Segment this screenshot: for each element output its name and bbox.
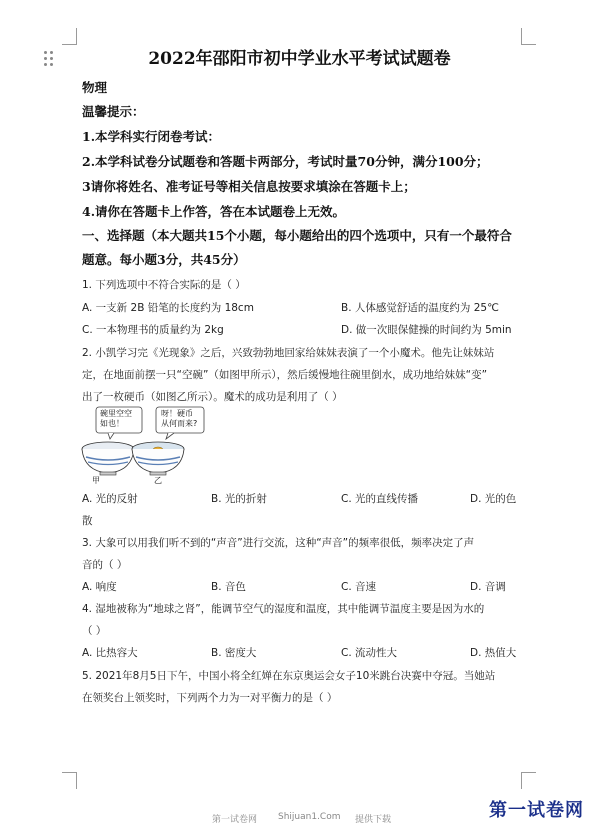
bubble-yi-line: 从何而来? [161, 419, 198, 428]
question-1-option-b: B. 人体感觉舒适的温度约为 25℃ [341, 302, 499, 314]
question-5-stem: 5. 2021年8月5日下午，中国小将全红婵在东京奥运会女子10米跳台决赛中夺冠。当她站 [82, 670, 496, 682]
question-2-option-a: A. 光的反射 [82, 493, 138, 505]
question-4-option-b: B. 密度大 [211, 647, 257, 659]
subject-label: 物理 [82, 80, 108, 95]
question-3-option-b: B. 音色 [211, 581, 246, 593]
question-4-option-a: A. 比热容大 [82, 647, 138, 659]
question-4-option-c: C. 流动性大 [341, 647, 398, 659]
question-5-stem-cont: 在领奖台上领奖时，下列两个力为一对平衡力的是（ ） [82, 692, 338, 704]
footer-site-url[interactable]: Shijuan1.Com [278, 812, 341, 822]
magic-bowls-figure [80, 405, 230, 485]
tip-item: 3请你将姓名、准考证号等相关信息按要求填涂在答题卡上； [82, 179, 416, 194]
page-title: 2022年邵阳市初中学业水平考试试题卷 [148, 49, 451, 69]
question-2-stem: 2. 小凯学习完《光现象》之后，兴致勃勃地回家给妹妹表演了一个小魔术。他先让妹妹站 [82, 347, 495, 359]
question-2-stem-cont: 定，在地面前摆一只“空碗”（如图甲所示），然后缓慢地往碗里倒水，成功地给妹妹“变” [82, 369, 488, 381]
section-heading-cont: 题意。每小题3分，共45分） [82, 252, 246, 267]
question-1-option-c: C. 一本物理书的质量约为 2kg [82, 324, 224, 336]
crop-mark-bottom-right [521, 772, 536, 789]
bubble-jia-line: 碗里空空 [100, 409, 132, 418]
figure-label-jia: 甲 [92, 476, 100, 485]
question-2-option-c: C. 光的直线传播 [341, 493, 419, 505]
section-heading: 一、选择题（本大题共15个小题，每小题给出的四个选项中，只有一个最符合 [82, 228, 512, 243]
question-1-stem: 1. 下列选项中不符合实际的是（ ） [82, 279, 246, 291]
bubble-yi-line: 呀！硬币 [161, 409, 193, 418]
bubble-jia-text [100, 409, 132, 429]
question-1-option-d: D. 做一次眼保健操的时间约为 5min [341, 324, 512, 336]
tip-item: 4.请你在答题卡上作答，答在本试题卷上无效。 [82, 204, 346, 219]
question-4-stem-cont: （ ） [82, 625, 107, 637]
question-4-stem: 4. 湿地被称为“地球之肾”，能调节空气的湿度和温度，其中能调节温度主要是因为水的 [82, 603, 485, 615]
question-3-option-c: C. 音速 [341, 581, 377, 593]
crop-mark-top-right [521, 28, 536, 45]
crop-mark-bottom-left [62, 772, 77, 789]
bubble-jia-line: 如也！ [100, 419, 124, 428]
footer-site-name: 第一试卷网 [212, 815, 258, 825]
question-4-option-d: D. 热值大 [470, 647, 517, 659]
question-2-stem-cont: 出了一枚硬币（如图乙所示）。魔术的成功是利用了（ ） [82, 391, 343, 403]
question-2-option-d: D. 光的色 [470, 493, 517, 505]
question-3-option-d: D. 音调 [470, 581, 506, 593]
question-3-option-a: A. 响度 [82, 581, 117, 593]
question-3-stem: 3. 大象可以用我们听不到的“声音”进行交流，这种“声音”的频率很低，频率决定了声 [82, 537, 475, 549]
bubble-yi-text [161, 409, 197, 429]
crop-mark-top-left [62, 28, 77, 45]
tip-item: 1.本学科实行闭卷考试： [82, 129, 221, 144]
question-2-option-d-cont: 散 [82, 515, 93, 527]
brand-logo: 第一试卷网 [489, 800, 584, 821]
tips-heading: 温馨提示： [82, 104, 145, 119]
tip-item: 2.本学科试卷分试题卷和答题卡两部分，考试时量70分钟，满分100分； [82, 154, 489, 169]
question-2-option-b: B. 光的折射 [211, 493, 267, 505]
question-1-option-a: A. 一支新 2B 铅笔的长度约为 18cm [82, 302, 254, 314]
figure-label-yi: 乙 [154, 476, 162, 485]
footer-download-text: 提供下载 [355, 815, 392, 825]
question-3-stem-cont: 音的（ ） [82, 559, 128, 571]
